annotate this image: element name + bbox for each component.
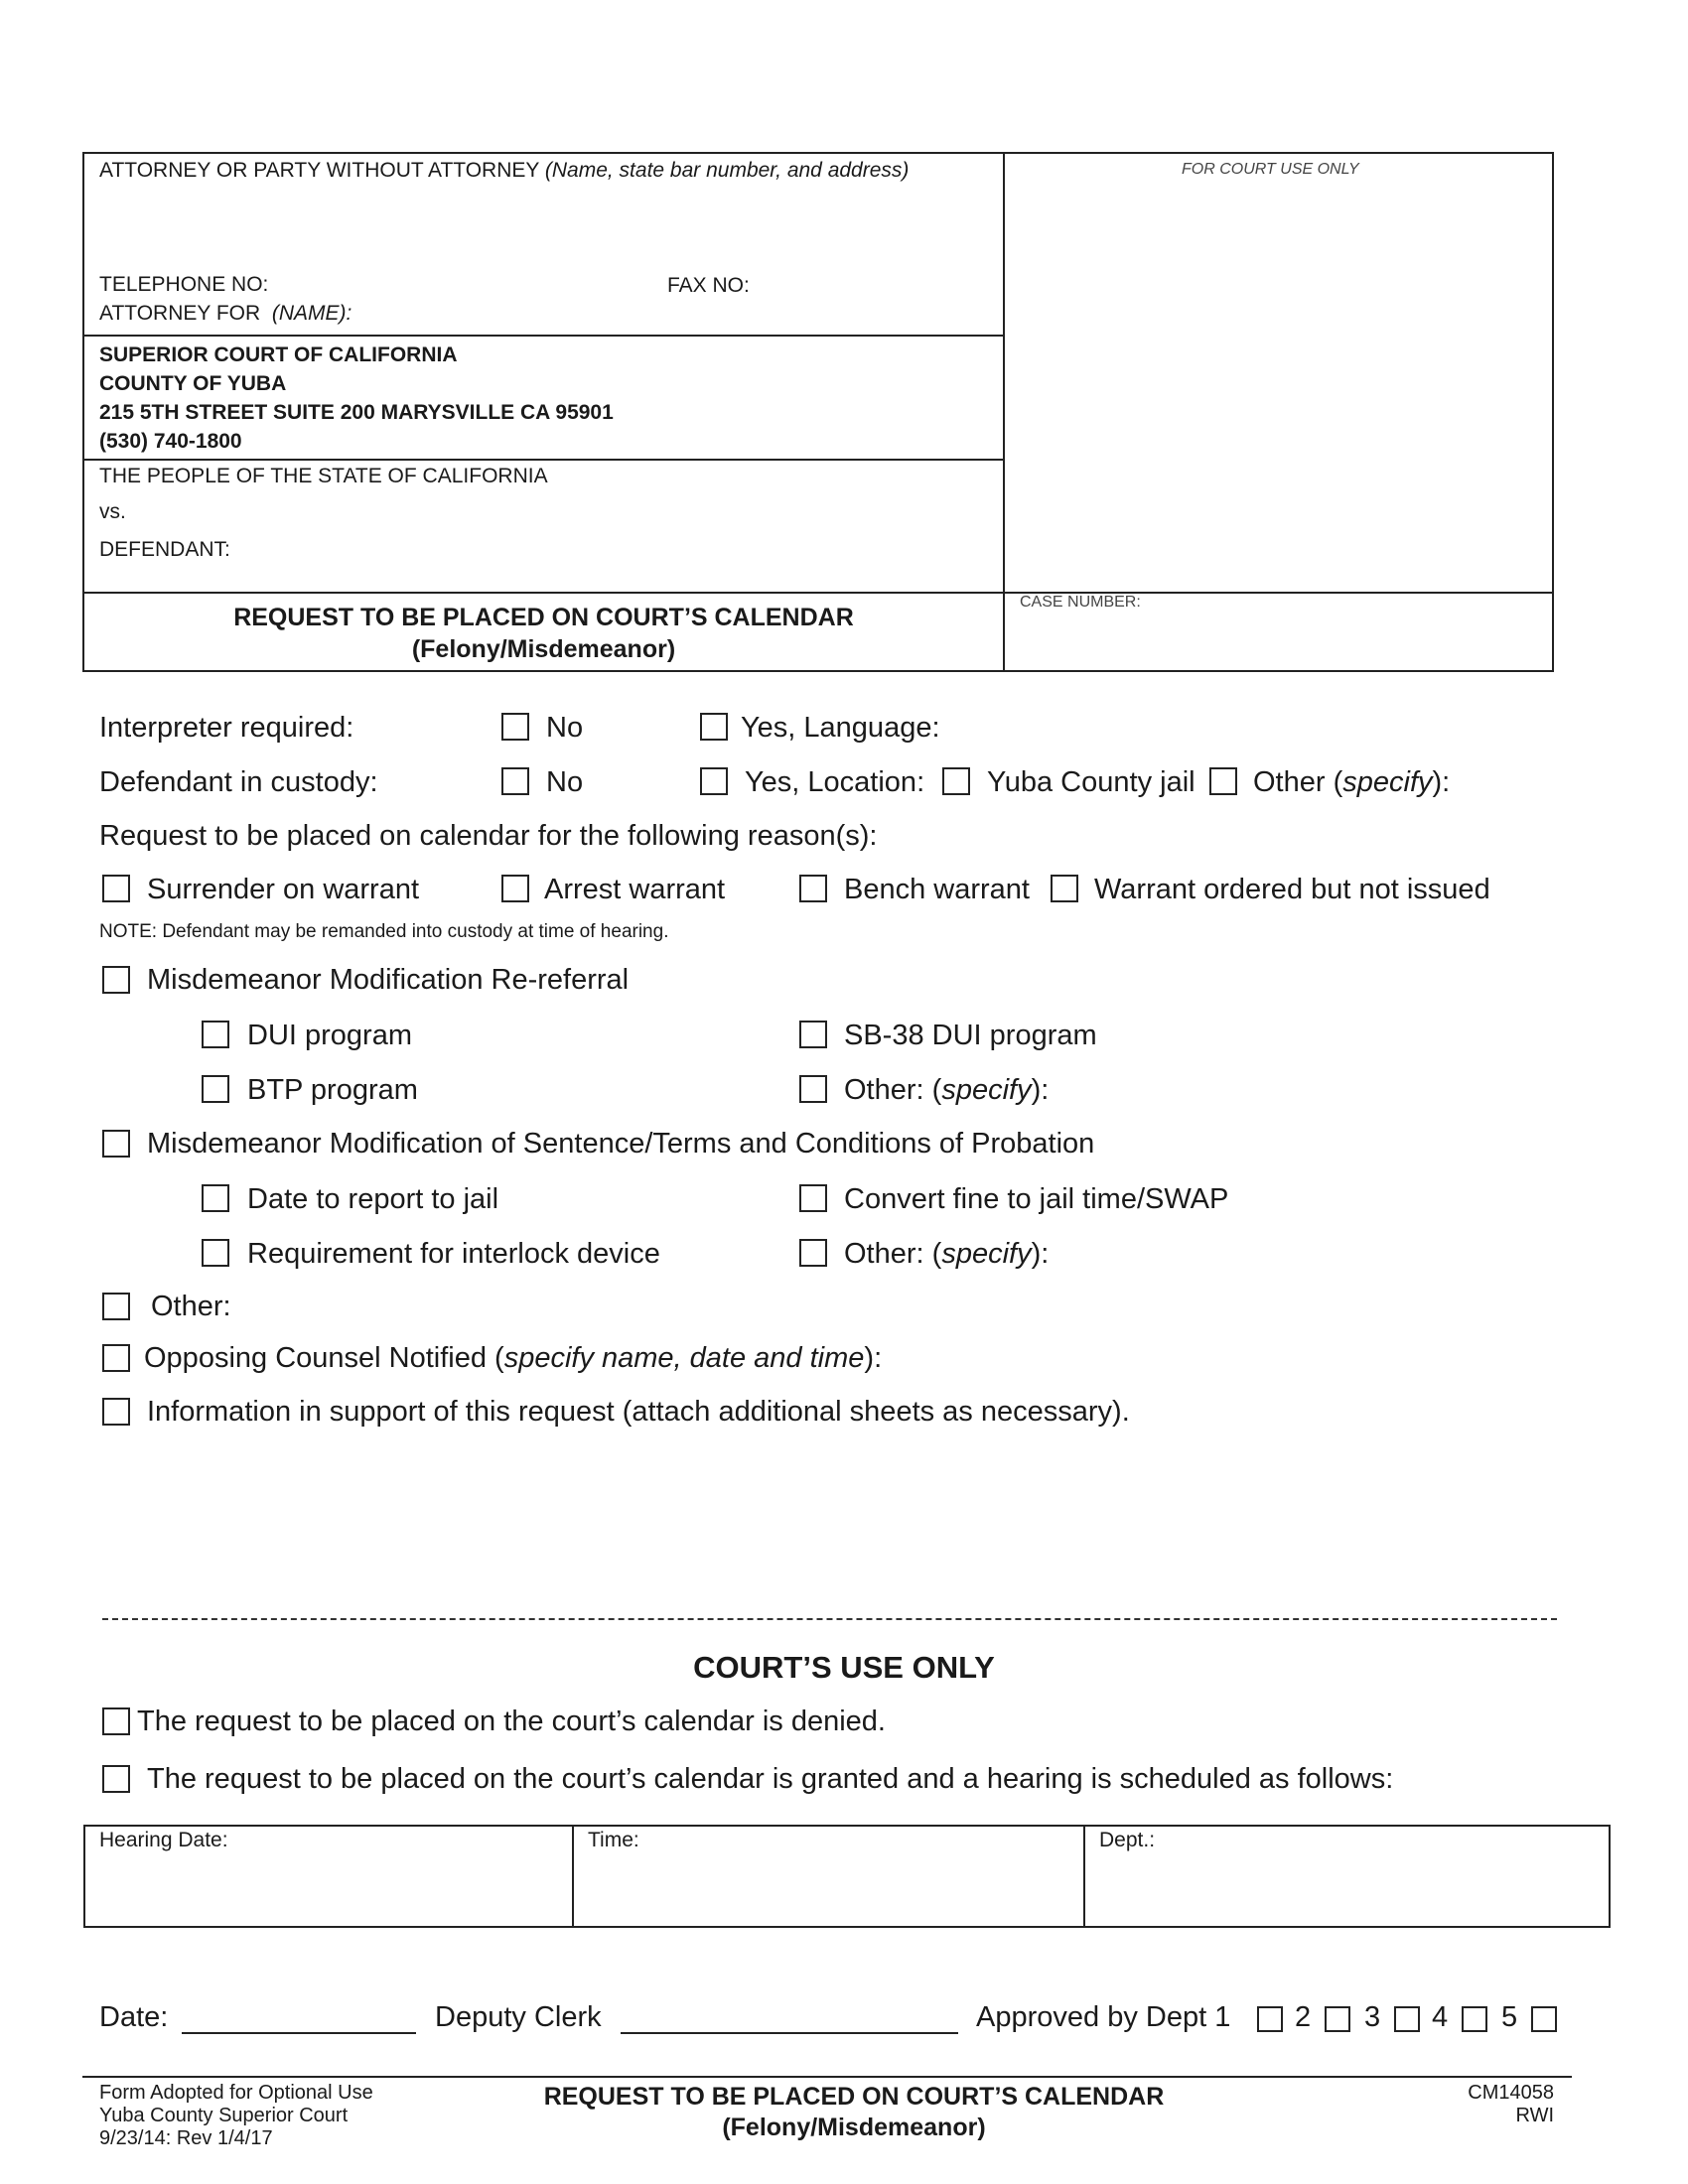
denied-label: The request to be placed on the court’s calendar is denied.: [137, 1706, 886, 1737]
dui-program-label: DUI program: [247, 1020, 412, 1051]
hearing-date-label: Hearing Date:: [99, 1829, 228, 1851]
granted-label: The request to be placed on the court’s calendar is granted and a hearing is scheduled as follows:: [147, 1763, 1394, 1795]
opposing-counsel-checkbox[interactable]: [102, 1344, 130, 1372]
deputy-clerk-field[interactable]: [621, 2032, 958, 2034]
hearing-date-field[interactable]: [91, 1856, 566, 1920]
defendant-field[interactable]: [248, 534, 983, 564]
remand-note: NOTE: Defendant may be remanded into custody at time of hearing.: [99, 921, 669, 942]
court-use-only-label: FOR COURT USE ONLY: [1182, 161, 1359, 178]
dept-2-label: 2: [1295, 2001, 1312, 2033]
dept-4-label: 4: [1432, 2001, 1449, 2033]
divider-1: [82, 335, 1005, 337]
fax-label: FAX NO:: [667, 274, 750, 297]
bench-warrant-label: Bench warrant: [844, 874, 1030, 905]
modification-other-checkbox[interactable]: [799, 1239, 827, 1267]
attorney-for-hint: (NAME):: [271, 302, 352, 325]
interpreter-yes-checkbox[interactable]: [700, 713, 728, 741]
sb38-checkbox[interactable]: [799, 1021, 827, 1048]
court-use-title: COURT’S USE ONLY: [693, 1650, 995, 1685]
vs-label: vs.: [99, 500, 126, 523]
dept-2-checkbox[interactable]: [1325, 2006, 1350, 2032]
court-street: 215 5TH STREET SUITE 200 MARYSVILLE CA 95901: [99, 401, 614, 424]
bottom-border: [82, 670, 1554, 672]
information-checkbox[interactable]: [102, 1398, 130, 1426]
rereferral-checkbox[interactable]: [102, 966, 130, 994]
bench-warrant-checkbox[interactable]: [799, 875, 827, 902]
opposing-counsel-hint: specify name, date and time: [503, 1342, 865, 1374]
hearing-table-col1: [572, 1825, 574, 1928]
surrender-warrant-label: Surrender on warrant: [147, 874, 420, 905]
interpreter-no-checkbox[interactable]: [501, 713, 529, 741]
hearing-dept-field[interactable]: [1091, 1856, 1603, 1920]
interlock-checkbox[interactable]: [202, 1239, 229, 1267]
court-name: SUPERIOR COURT OF CALIFORNIA: [99, 343, 458, 366]
hearing-table-left: [83, 1825, 85, 1928]
court-county: COUNTY OF YUBA: [99, 372, 287, 395]
date-to-jail-checkbox[interactable]: [202, 1184, 229, 1212]
interpreter-yes-label: Yes, Language:: [741, 712, 940, 744]
opposing-counsel-label: [144, 1342, 882, 1375]
modification-other-label: [844, 1238, 1049, 1271]
fax-field[interactable]: [765, 268, 983, 296]
court-address: [99, 341, 614, 456]
interlock-label: Requirement for interlock device: [247, 1238, 660, 1270]
hearing-table-col2: [1083, 1825, 1085, 1928]
dept-3-label: 3: [1364, 2001, 1381, 2033]
form-code: CM14058: [1468, 2082, 1554, 2104]
form-title: REQUEST TO BE PLACED ON COURT’S CALENDAR: [233, 604, 854, 631]
footer-title: REQUEST TO BE PLACED ON COURT’S CALENDAR: [543, 2083, 1165, 2111]
custody-yes-checkbox[interactable]: [700, 767, 728, 795]
hearing-time-label: Time:: [588, 1829, 639, 1851]
opposing-counsel-end: ):: [864, 1342, 883, 1374]
dui-program-checkbox[interactable]: [202, 1021, 229, 1048]
form-title-block: [84, 602, 1003, 665]
plaintiff-label: THE PEOPLE OF THE STATE OF CALIFORNIA: [99, 465, 548, 487]
dept-4-checkbox[interactable]: [1462, 2006, 1487, 2032]
telephone-field[interactable]: [288, 268, 645, 296]
hearing-time-field[interactable]: [580, 1856, 1076, 1920]
custody-other-text: Other (: [1253, 766, 1343, 798]
case-number-field[interactable]: [1013, 617, 1539, 662]
arrest-warrant-checkbox[interactable]: [501, 875, 529, 902]
convert-fine-label: Convert fine to jail time/SWAP: [844, 1183, 1229, 1215]
sb38-label: SB-38 DUI program: [844, 1020, 1097, 1051]
interpreter-language-field[interactable]: [958, 710, 1534, 744]
footer-title-block: [457, 2082, 1251, 2143]
modification-other-end: ):: [1031, 1238, 1050, 1270]
surrender-warrant-checkbox[interactable]: [102, 875, 130, 902]
convert-fine-checkbox[interactable]: [799, 1184, 827, 1212]
denied-checkbox[interactable]: [102, 1707, 130, 1735]
footer-right: [1420, 2082, 1554, 2127]
custody-other-label: [1253, 766, 1450, 799]
information-label: Information in support of this request (attach additional sheets as necessary).: [147, 1396, 1130, 1428]
dept-3-checkbox[interactable]: [1394, 2006, 1420, 2032]
divider-2: [82, 459, 1005, 461]
case-number-label: CASE NUMBER:: [1020, 594, 1141, 611]
footer-court: Yuba County Superior Court: [99, 2105, 349, 2126]
btp-program-label: BTP program: [247, 1074, 418, 1106]
defendant-label: DEFENDANT:: [99, 538, 230, 561]
modification-label: Misdemeanor Modification of Sentence/Terms and Conditions of Probation: [147, 1128, 1095, 1160]
custody-other-hint: specify: [1342, 766, 1433, 798]
attorney-for-label: [99, 302, 352, 326]
date-to-jail-label: Date to report to jail: [247, 1183, 499, 1215]
interpreter-label: Interpreter required:: [99, 712, 354, 744]
rereferral-label: Misdemeanor Modification Re-referral: [147, 964, 630, 996]
btp-program-checkbox[interactable]: [202, 1075, 229, 1103]
hearing-dept-label: Dept.:: [1099, 1829, 1156, 1851]
date-label: Date:: [99, 2001, 169, 2033]
telephone-label: TELEPHONE NO:: [99, 273, 269, 296]
attorney-label-text: ATTORNEY OR PARTY WITHOUT ATTORNEY: [99, 159, 540, 182]
attorney-name-field[interactable]: [101, 179, 985, 268]
warrant-ordered-checkbox[interactable]: [1051, 875, 1078, 902]
opposing-counsel-text: Opposing Counsel Notified (: [144, 1342, 504, 1374]
rereferral-other-checkbox[interactable]: [799, 1075, 827, 1103]
hearing-table-top: [83, 1825, 1611, 1827]
form-code-2: RWI: [1515, 2105, 1554, 2126]
custody-other-end: ):: [1432, 766, 1451, 798]
court-phone: (530) 740-1800: [99, 430, 242, 453]
modification-checkbox[interactable]: [102, 1130, 130, 1158]
form-subtitle: (Felony/Misdemeanor): [411, 635, 676, 663]
interpreter-no-label: No: [546, 712, 584, 744]
information-textarea[interactable]: [99, 1439, 1549, 1588]
divider-3: [82, 592, 1554, 594]
custody-yuba-jail-checkbox[interactable]: [942, 767, 970, 795]
custody-yes-label: Yes, Location:: [745, 766, 925, 798]
custody-label: Defendant in custody:: [99, 766, 378, 798]
dept-5-label: 5: [1501, 2001, 1518, 2033]
rereferral-other-text: Other: (: [844, 1074, 942, 1106]
modification-other-text: Other: (: [844, 1238, 942, 1270]
date-field[interactable]: [182, 2032, 416, 2034]
footer-subtitle: (Felony/Misdemeanor): [722, 2114, 986, 2141]
custody-yuba-jail-label: Yuba County jail: [987, 766, 1196, 798]
rereferral-other-end: ):: [1031, 1074, 1050, 1106]
hearing-table-right: [1609, 1825, 1611, 1928]
custody-no-checkbox[interactable]: [501, 767, 529, 795]
deputy-clerk-label: Deputy Clerk: [435, 2001, 602, 2033]
reasons-label: Request to be placed on calendar for the following reason(s):: [99, 820, 878, 852]
warrant-ordered-label: Warrant ordered but not issued: [1094, 874, 1490, 905]
footer-adopted: Form Adopted for Optional Use: [99, 2082, 373, 2104]
top-border: [82, 152, 1554, 154]
modification-other-hint: specify: [941, 1238, 1032, 1270]
attorney-for-text: ATTORNEY FOR: [99, 302, 261, 325]
custody-no-label: No: [546, 766, 584, 798]
dept-1-checkbox[interactable]: [1257, 2006, 1283, 2032]
dept-5-checkbox[interactable]: [1531, 2006, 1557, 2032]
rereferral-other-hint: specify: [941, 1074, 1032, 1106]
granted-checkbox[interactable]: [102, 1765, 130, 1793]
other-label: Other:: [151, 1291, 231, 1322]
footer-revision: 9/23/14: Rev 1/4/17: [99, 2127, 273, 2149]
hearing-table-bottom: [83, 1926, 1611, 1928]
approved-dept-label: Approved by Dept 1: [976, 2001, 1231, 2033]
footer-left: [99, 2082, 373, 2150]
arrest-warrant-label: Arrest warrant: [544, 874, 726, 905]
other-checkbox[interactable]: [102, 1293, 130, 1320]
cut-line: [102, 1618, 1557, 1620]
rereferral-other-label: [844, 1074, 1049, 1107]
custody-other-checkbox[interactable]: [1209, 767, 1237, 795]
footer-rule: [82, 2076, 1572, 2078]
attorney-hint: (Name, state bar number, and address): [544, 159, 910, 182]
